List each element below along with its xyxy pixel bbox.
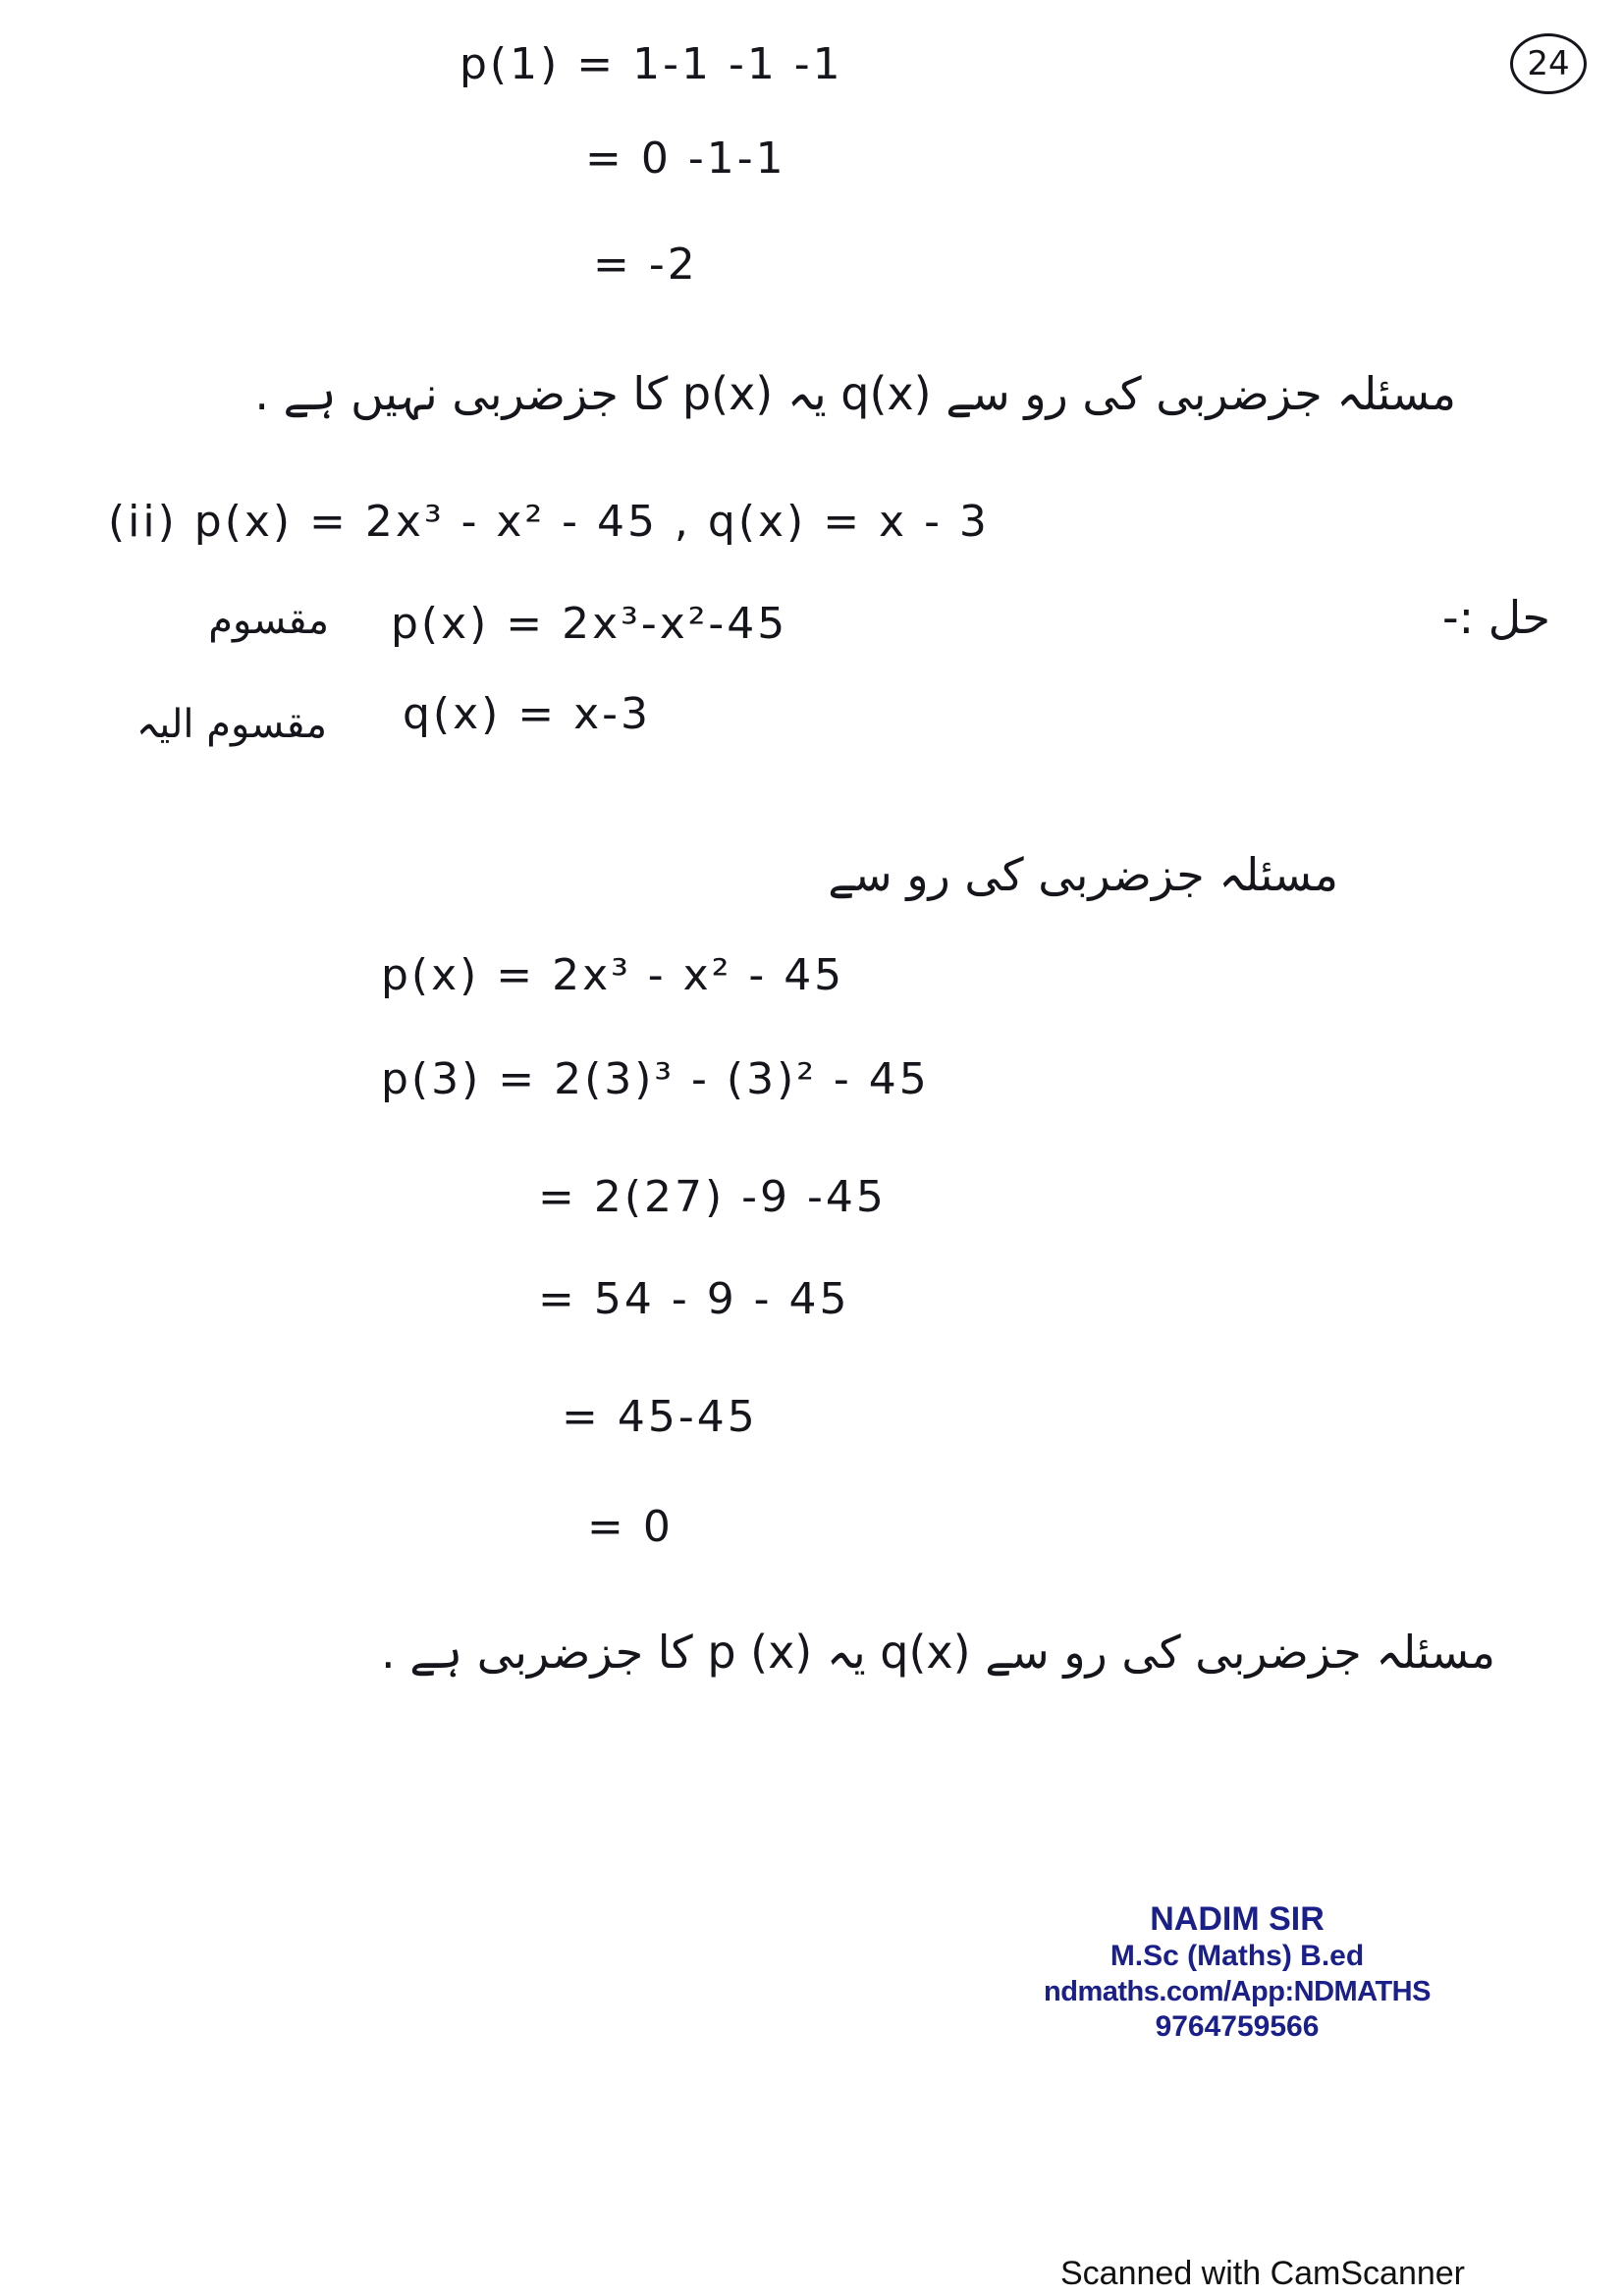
- stamp-phone: 9764759566: [1155, 2010, 1320, 2043]
- step-6: = 0: [587, 1502, 674, 1552]
- divisor-expression: q(x) = x-3: [403, 689, 652, 739]
- solution-label: حل :-: [1442, 591, 1550, 644]
- dividend-label: مقسوم: [208, 598, 329, 643]
- part-i-conclusion: مسئلہ جزضربی کی رو سے q(x) یہ p(x) کا جزضربی نہیں ہے .: [254, 367, 1456, 420]
- stamp-name: NADIM SIR: [1150, 1900, 1325, 1938]
- step-1: p(x) = 2x³ - x² - 45: [381, 950, 845, 1000]
- part-ii-conclusion: مسئلہ جزضربی کی رو سے q(x) یہ p (x) کا جزضربی ہے .: [380, 1626, 1495, 1679]
- stamp-qualification: M.Sc (Maths) B.ed: [1109, 1940, 1365, 1972]
- dividend-expression: p(x) = 2x³-x²-45: [391, 599, 788, 649]
- divisor-label: مقسوم الیہ: [135, 702, 327, 747]
- theorem-intro: مسئلہ جزضربی کی رو سے: [828, 848, 1338, 901]
- part-i-line-3: = -2: [593, 240, 698, 290]
- page-number: 24: [1510, 33, 1587, 94]
- step-2: p(3) = 2(3)³ - (3)² - 45: [381, 1054, 930, 1104]
- part-i-line-1: p(1) = 1-1 -1 -1: [460, 39, 843, 89]
- part-i-line-2: = 0 -1-1: [585, 133, 786, 184]
- stamp-website: ndmaths.com/App:NDMATHS: [1044, 1976, 1431, 2007]
- scanner-watermark: Scanned with CamScanner: [1060, 2255, 1466, 2292]
- step-3: = 2(27) -9 -45: [538, 1172, 887, 1222]
- step-5: = 45-45: [562, 1392, 758, 1442]
- author-stamp: [1021, 1899, 1453, 2045]
- step-4: = 54 - 9 - 45: [538, 1274, 850, 1324]
- part-ii-problem: (ii) p(x) = 2x³ - x² - 45 , q(x) = x - 3: [108, 497, 990, 547]
